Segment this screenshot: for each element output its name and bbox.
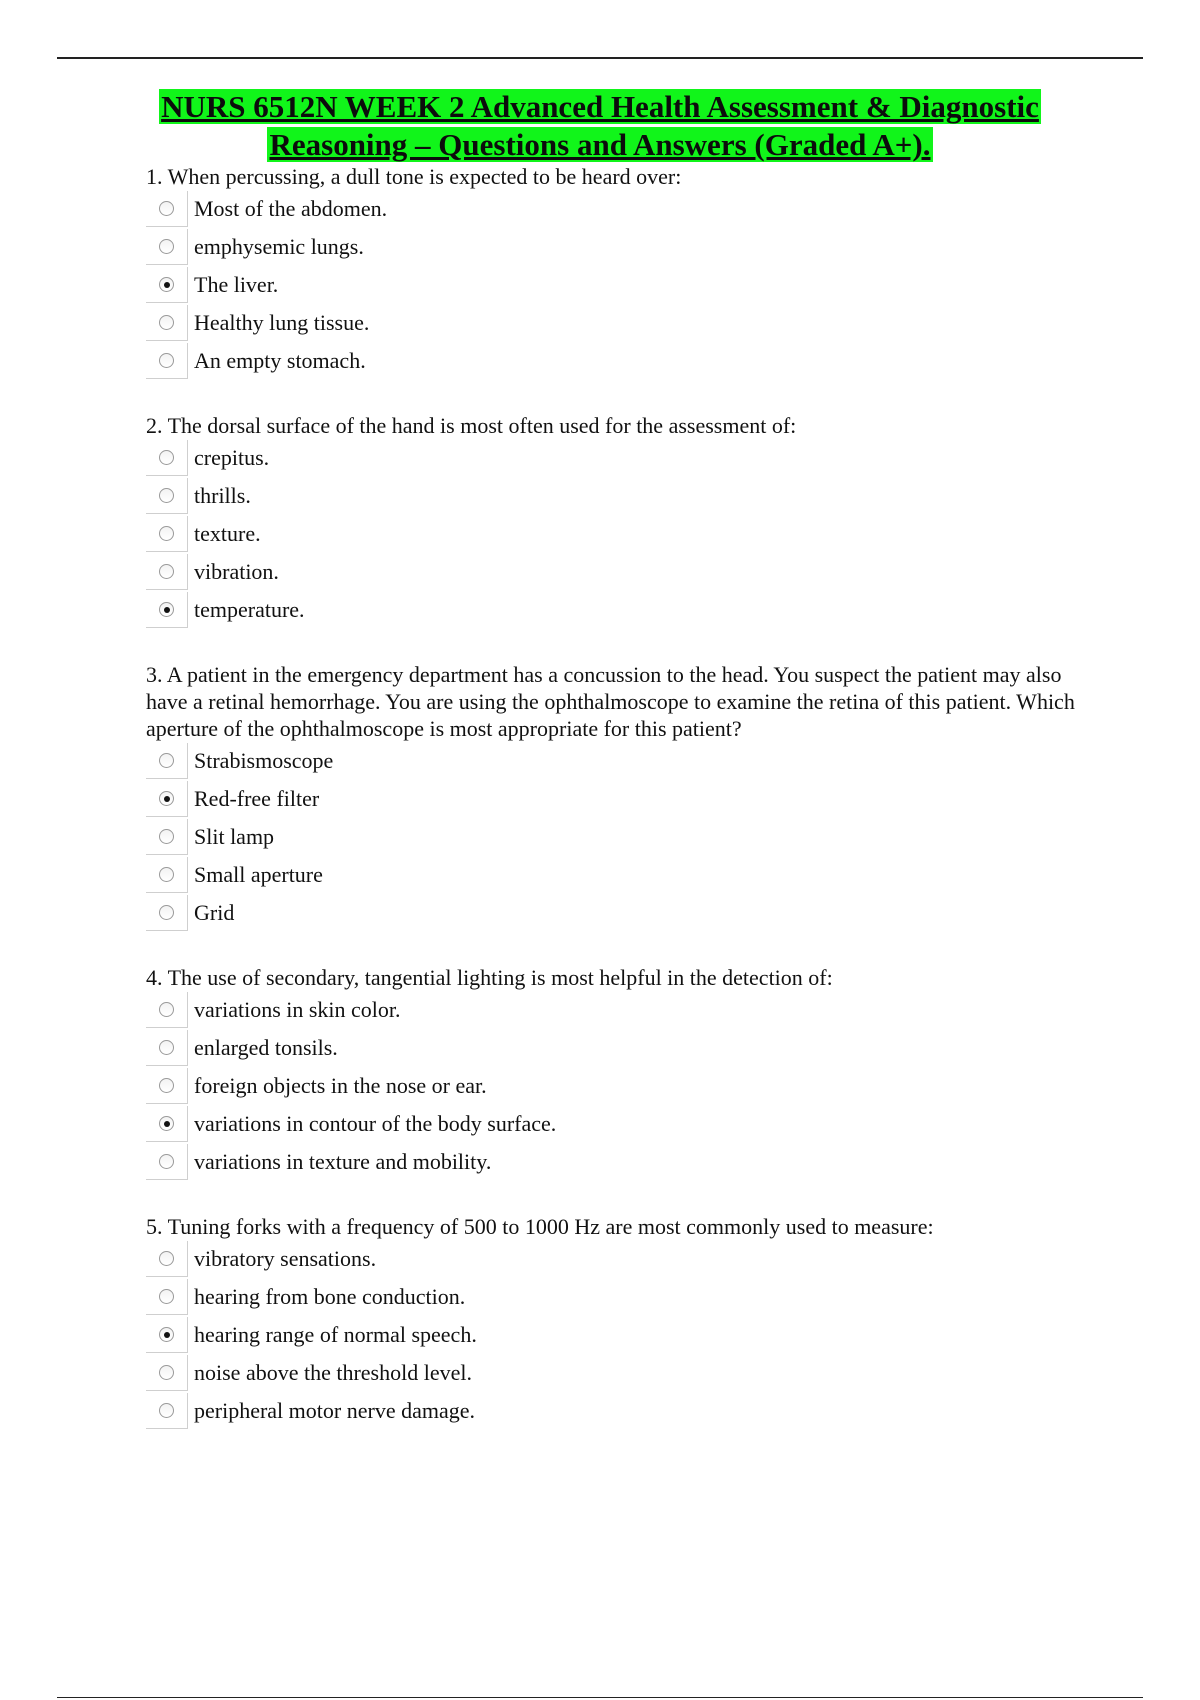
radio-cell	[146, 478, 188, 514]
answer-option-label: Grid	[194, 900, 235, 925]
radio-unchecked-icon[interactable]	[159, 1154, 174, 1169]
answer-option[interactable]	[146, 1143, 1086, 1181]
radio-unchecked-icon[interactable]	[159, 753, 174, 768]
answer-option[interactable]	[146, 780, 1086, 818]
top-rule	[57, 57, 1143, 59]
radio-cell	[146, 440, 188, 476]
answer-option-label: Slit lamp	[194, 824, 275, 849]
radio-unchecked-icon[interactable]	[159, 1251, 174, 1266]
answer-option[interactable]	[146, 553, 1086, 591]
radio-unchecked-icon[interactable]	[159, 1289, 174, 1304]
radio-unchecked-icon[interactable]	[159, 315, 174, 330]
radio-unchecked-icon[interactable]	[159, 1365, 174, 1380]
radio-cell	[146, 1279, 188, 1315]
radio-unchecked-icon[interactable]	[159, 564, 174, 579]
answer-option-label: variations in texture and mobility.	[194, 1149, 492, 1174]
answer-option-label: emphysemic lungs.	[194, 234, 364, 259]
answer-option[interactable]	[146, 1354, 1086, 1392]
radio-checked-icon[interactable]	[159, 277, 174, 292]
answer-option-label: Strabismoscope	[194, 748, 334, 773]
radio-unchecked-icon[interactable]	[159, 201, 174, 216]
radio-unchecked-icon[interactable]	[159, 905, 174, 920]
answer-option-label: variations in contour of the body surface.	[194, 1111, 557, 1136]
document-title	[0, 88, 1200, 164]
answer-option-label: crepitus.	[194, 445, 270, 470]
radio-checked-icon[interactable]	[159, 1327, 174, 1342]
answer-option[interactable]	[146, 1029, 1086, 1067]
question-text: 5. Tuning forks with a frequency of 500 to 1000 Hz are most commonly used to measure:	[146, 1214, 934, 1239]
answer-option[interactable]	[146, 1392, 1086, 1430]
answer-option-label: enlarged tonsils.	[194, 1035, 338, 1060]
answer-option-label: variations in skin color.	[194, 997, 401, 1022]
radio-cell	[146, 819, 188, 855]
radio-cell	[146, 1393, 188, 1429]
radio-unchecked-icon[interactable]	[159, 1078, 174, 1093]
answer-option[interactable]	[146, 190, 1086, 228]
radio-unchecked-icon[interactable]	[159, 526, 174, 541]
answer-option-label: vibratory sensations.	[194, 1246, 377, 1271]
radio-unchecked-icon[interactable]	[159, 867, 174, 882]
bottom-rule	[57, 1697, 1143, 1698]
radio-cell	[146, 305, 188, 341]
radio-unchecked-icon[interactable]	[159, 1002, 174, 1017]
radio-cell	[146, 1030, 188, 1066]
radio-cell	[146, 857, 188, 893]
question-5	[146, 1213, 1086, 1430]
answer-option-label: thrills.	[194, 483, 251, 508]
radio-unchecked-icon[interactable]	[159, 829, 174, 844]
answer-option[interactable]	[146, 228, 1086, 266]
radio-cell	[146, 895, 188, 931]
radio-cell	[146, 781, 188, 817]
answer-option-label: noise above the threshold level.	[194, 1360, 472, 1385]
question-text: 2. The dorsal surface of the hand is most often used for the assessment of:	[146, 413, 797, 438]
question-4	[146, 964, 1086, 1181]
answer-option-label: Small aperture	[194, 862, 323, 887]
radio-cell	[146, 743, 188, 779]
radio-unchecked-icon[interactable]	[159, 488, 174, 503]
question-text: 1. When percussing, a dull tone is expected to be heard over:	[146, 164, 682, 189]
radio-unchecked-icon[interactable]	[159, 1040, 174, 1055]
answer-option-label: temperature.	[194, 597, 305, 622]
radio-unchecked-icon[interactable]	[159, 239, 174, 254]
answer-option[interactable]	[146, 591, 1086, 629]
answer-option-label: peripheral motor nerve damage.	[194, 1398, 475, 1423]
question-2	[146, 412, 1086, 629]
question-text: 4. The use of secondary, tangential lighting is most helpful in the detection of:	[146, 965, 833, 990]
answer-option-label: The liver.	[194, 272, 279, 297]
answer-option[interactable]	[146, 515, 1086, 553]
radio-cell	[146, 229, 188, 265]
answer-option-label: Red-free filter	[194, 786, 320, 811]
answer-option-label: hearing from bone conduction.	[194, 1284, 466, 1309]
radio-cell	[146, 1144, 188, 1180]
answer-option[interactable]	[146, 1067, 1086, 1105]
radio-cell	[146, 267, 188, 303]
answer-option-label: Most of the abdomen.	[194, 196, 388, 221]
radio-unchecked-icon[interactable]	[159, 353, 174, 368]
answer-option[interactable]	[146, 742, 1086, 780]
radio-cell	[146, 1355, 188, 1391]
answer-option-label: texture.	[194, 521, 261, 546]
radio-cell	[146, 343, 188, 379]
radio-cell	[146, 1106, 188, 1142]
question-1	[146, 163, 1086, 380]
answer-option[interactable]	[146, 1240, 1086, 1278]
radio-cell	[146, 1317, 188, 1353]
title-line-1: NURS 6512N WEEK 2 Advanced Health Assessment & Diagnostic	[161, 89, 1039, 124]
answer-option[interactable]	[146, 856, 1086, 894]
radio-checked-icon[interactable]	[159, 791, 174, 806]
answer-option[interactable]	[146, 266, 1086, 304]
radio-unchecked-icon[interactable]	[159, 450, 174, 465]
answer-option[interactable]	[146, 1278, 1086, 1316]
radio-unchecked-icon[interactable]	[159, 1403, 174, 1418]
radio-cell	[146, 992, 188, 1028]
answer-option[interactable]	[146, 477, 1086, 515]
answer-option[interactable]	[146, 991, 1086, 1029]
radio-cell	[146, 1241, 188, 1277]
radio-checked-icon[interactable]	[159, 602, 174, 617]
quiz-list	[146, 163, 1086, 1462]
answer-option[interactable]	[146, 818, 1086, 856]
answer-option-label: hearing range of normal speech.	[194, 1322, 477, 1347]
radio-checked-icon[interactable]	[159, 1116, 174, 1131]
answer-option[interactable]	[146, 1105, 1086, 1143]
answer-option[interactable]	[146, 439, 1086, 477]
question-text: 3. A patient in the emergency department has a concussion to the head. You suspect the patient may also have a retinal hemorrhage. You are using the ophthalmoscope to examine the retina of this patient. Which aperture of the ophthalmoscope is most appropriate for this patient?	[146, 662, 1075, 741]
answer-option[interactable]	[146, 1316, 1086, 1354]
answer-option[interactable]	[146, 304, 1086, 342]
answer-option[interactable]	[146, 342, 1086, 380]
answer-option-label: An empty stomach.	[194, 348, 366, 373]
answer-option[interactable]	[146, 894, 1086, 932]
radio-cell	[146, 191, 188, 227]
answer-option-label: vibration.	[194, 559, 279, 584]
answer-option-label: foreign objects in the nose or ear.	[194, 1073, 487, 1098]
answer-option-label: Healthy lung tissue.	[194, 310, 370, 335]
title-line-2: Reasoning – Questions and Answers (Graded A+).	[269, 127, 931, 162]
question-3	[146, 661, 1086, 932]
radio-cell	[146, 554, 188, 590]
radio-cell	[146, 592, 188, 628]
radio-cell	[146, 516, 188, 552]
radio-cell	[146, 1068, 188, 1104]
